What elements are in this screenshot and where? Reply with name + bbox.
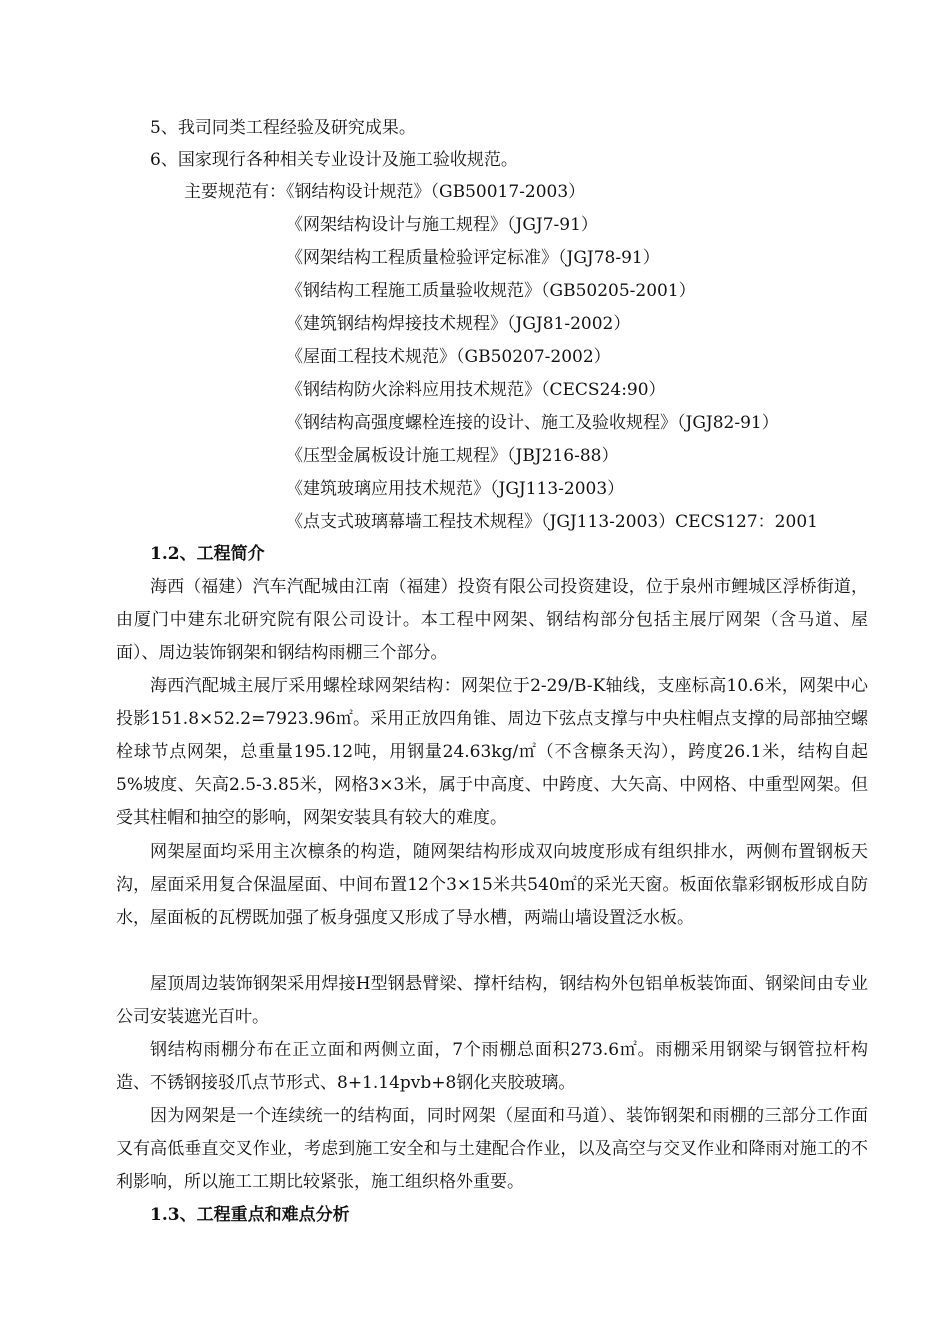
standard-item: 《网架结构工程质量检验评定标准》（JGJ78-91） [286,248,660,268]
standard-item: 《钢结构工程施工质量验收规范》（GB50205-2001） [286,281,696,301]
standard-item: 《点支式玻璃幕墙工程技术规程》（JGJ113-2003）CECS127：2001 [286,512,818,532]
section-heading-1-3: 1.3、工程重点和难点分析 [150,1205,350,1225]
standard-item: 《钢结构高强度螺栓连接的设计、施工及验收规程》（JGJ82-91） [286,413,779,433]
paragraph: 海西汽配城主展厅采用螺栓球网架结构：网架位于2-29/B-K轴线，支座标高10.6米，网架中心投影151.8×52.2=7923.96㎡。采用正放四角锥、周边下弦点支撑与中央柱帽点支撑的局部抽空螺栓球节点网架，总重量195.12吨，用钢量24.63kg/㎡（不含檩条天沟），跨度26.1米，结构自起5%坡度、矢高2.5-3.85米，网格3×3米，属于中高度、中跨度、大矢高、中网格、中重型网架。但受其柱帽和抽空的影响，网架安装具有较大的难度。 [116,676,868,828]
standard-item: 《建筑钢结构焊接技术规程》（JGJ81-2002） [286,314,631,334]
paragraph: 网架屋面均采用主次檩条的构造，随网架结构形成双向坡度形成有组织排水，两侧布置钢板天沟，屋面采用复合保温屋面、中间布置12个3×15米共540㎡的采光天窗。板面依靠彩钢板形成自防水，屋面板的瓦楞既加强了板身强度又形成了导水槽，两端山墙设置泛水板。 [116,842,868,928]
standard-item: 《网架结构设计与施工规程》（JGJ7-91） [286,215,598,235]
paragraph: 因为网架是一个连续统一的结构面，同时网架（屋面和马道）、装饰钢架和雨棚的三部分工作面又有高低垂直交叉作业，考虑到施工安全和与土建配合作业，以及高空与交叉作业和降雨对施工的不利影响，所以施工工期比较紧张，施工组织格外重要。 [116,1106,868,1192]
standard-item: 《钢结构防火涂料应用技术规范》（CECS24:90） [286,380,666,400]
paragraph: 屋顶周边装饰钢架采用焊接H型钢悬臂梁、撑杆结构，钢结构外包铝单板装饰面、钢梁间由专业公司安装遮光百叶。 [116,974,868,1027]
section-heading-1-2: 1.2、工程简介 [150,544,265,564]
standard-item: 《建筑玻璃应用技术规范》（JGJ113-2003） [286,479,625,499]
paragraph: 钢结构雨棚分布在正立面和两侧立面，7个雨棚总面积273.6㎡。雨棚采用钢梁与钢管拉杆构造、不锈钢接驳爪点节形式、8+1.14pvb+8钢化夹胶玻璃。 [116,1040,868,1093]
paragraph: 海西（福建）汽车汽配城由江南（福建）投资有限公司投资建设，位于泉州市鲤城区浮桥街道，由厦门中建东北研究院有限公司设计。本工程中网架、钢结构部分包括主展厅网架（含马道、屋面）、周边装饰钢架和钢结构雨棚三个部分。 [116,577,868,663]
list-item-5: 5、我司同类工程经验及研究成果。 [150,118,416,138]
standard-item: 《屋面工程技术规范》（GB50207-2002） [286,347,611,367]
standards-intro: 主要规范有：《钢结构设计规范》（GB50017-2003） [184,182,586,202]
list-item-6: 6、国家现行各种相关专业设计及施工验收规范。 [150,150,518,170]
standard-item: 《压型金属板设计施工规程》（JBJ216-88） [286,446,619,466]
